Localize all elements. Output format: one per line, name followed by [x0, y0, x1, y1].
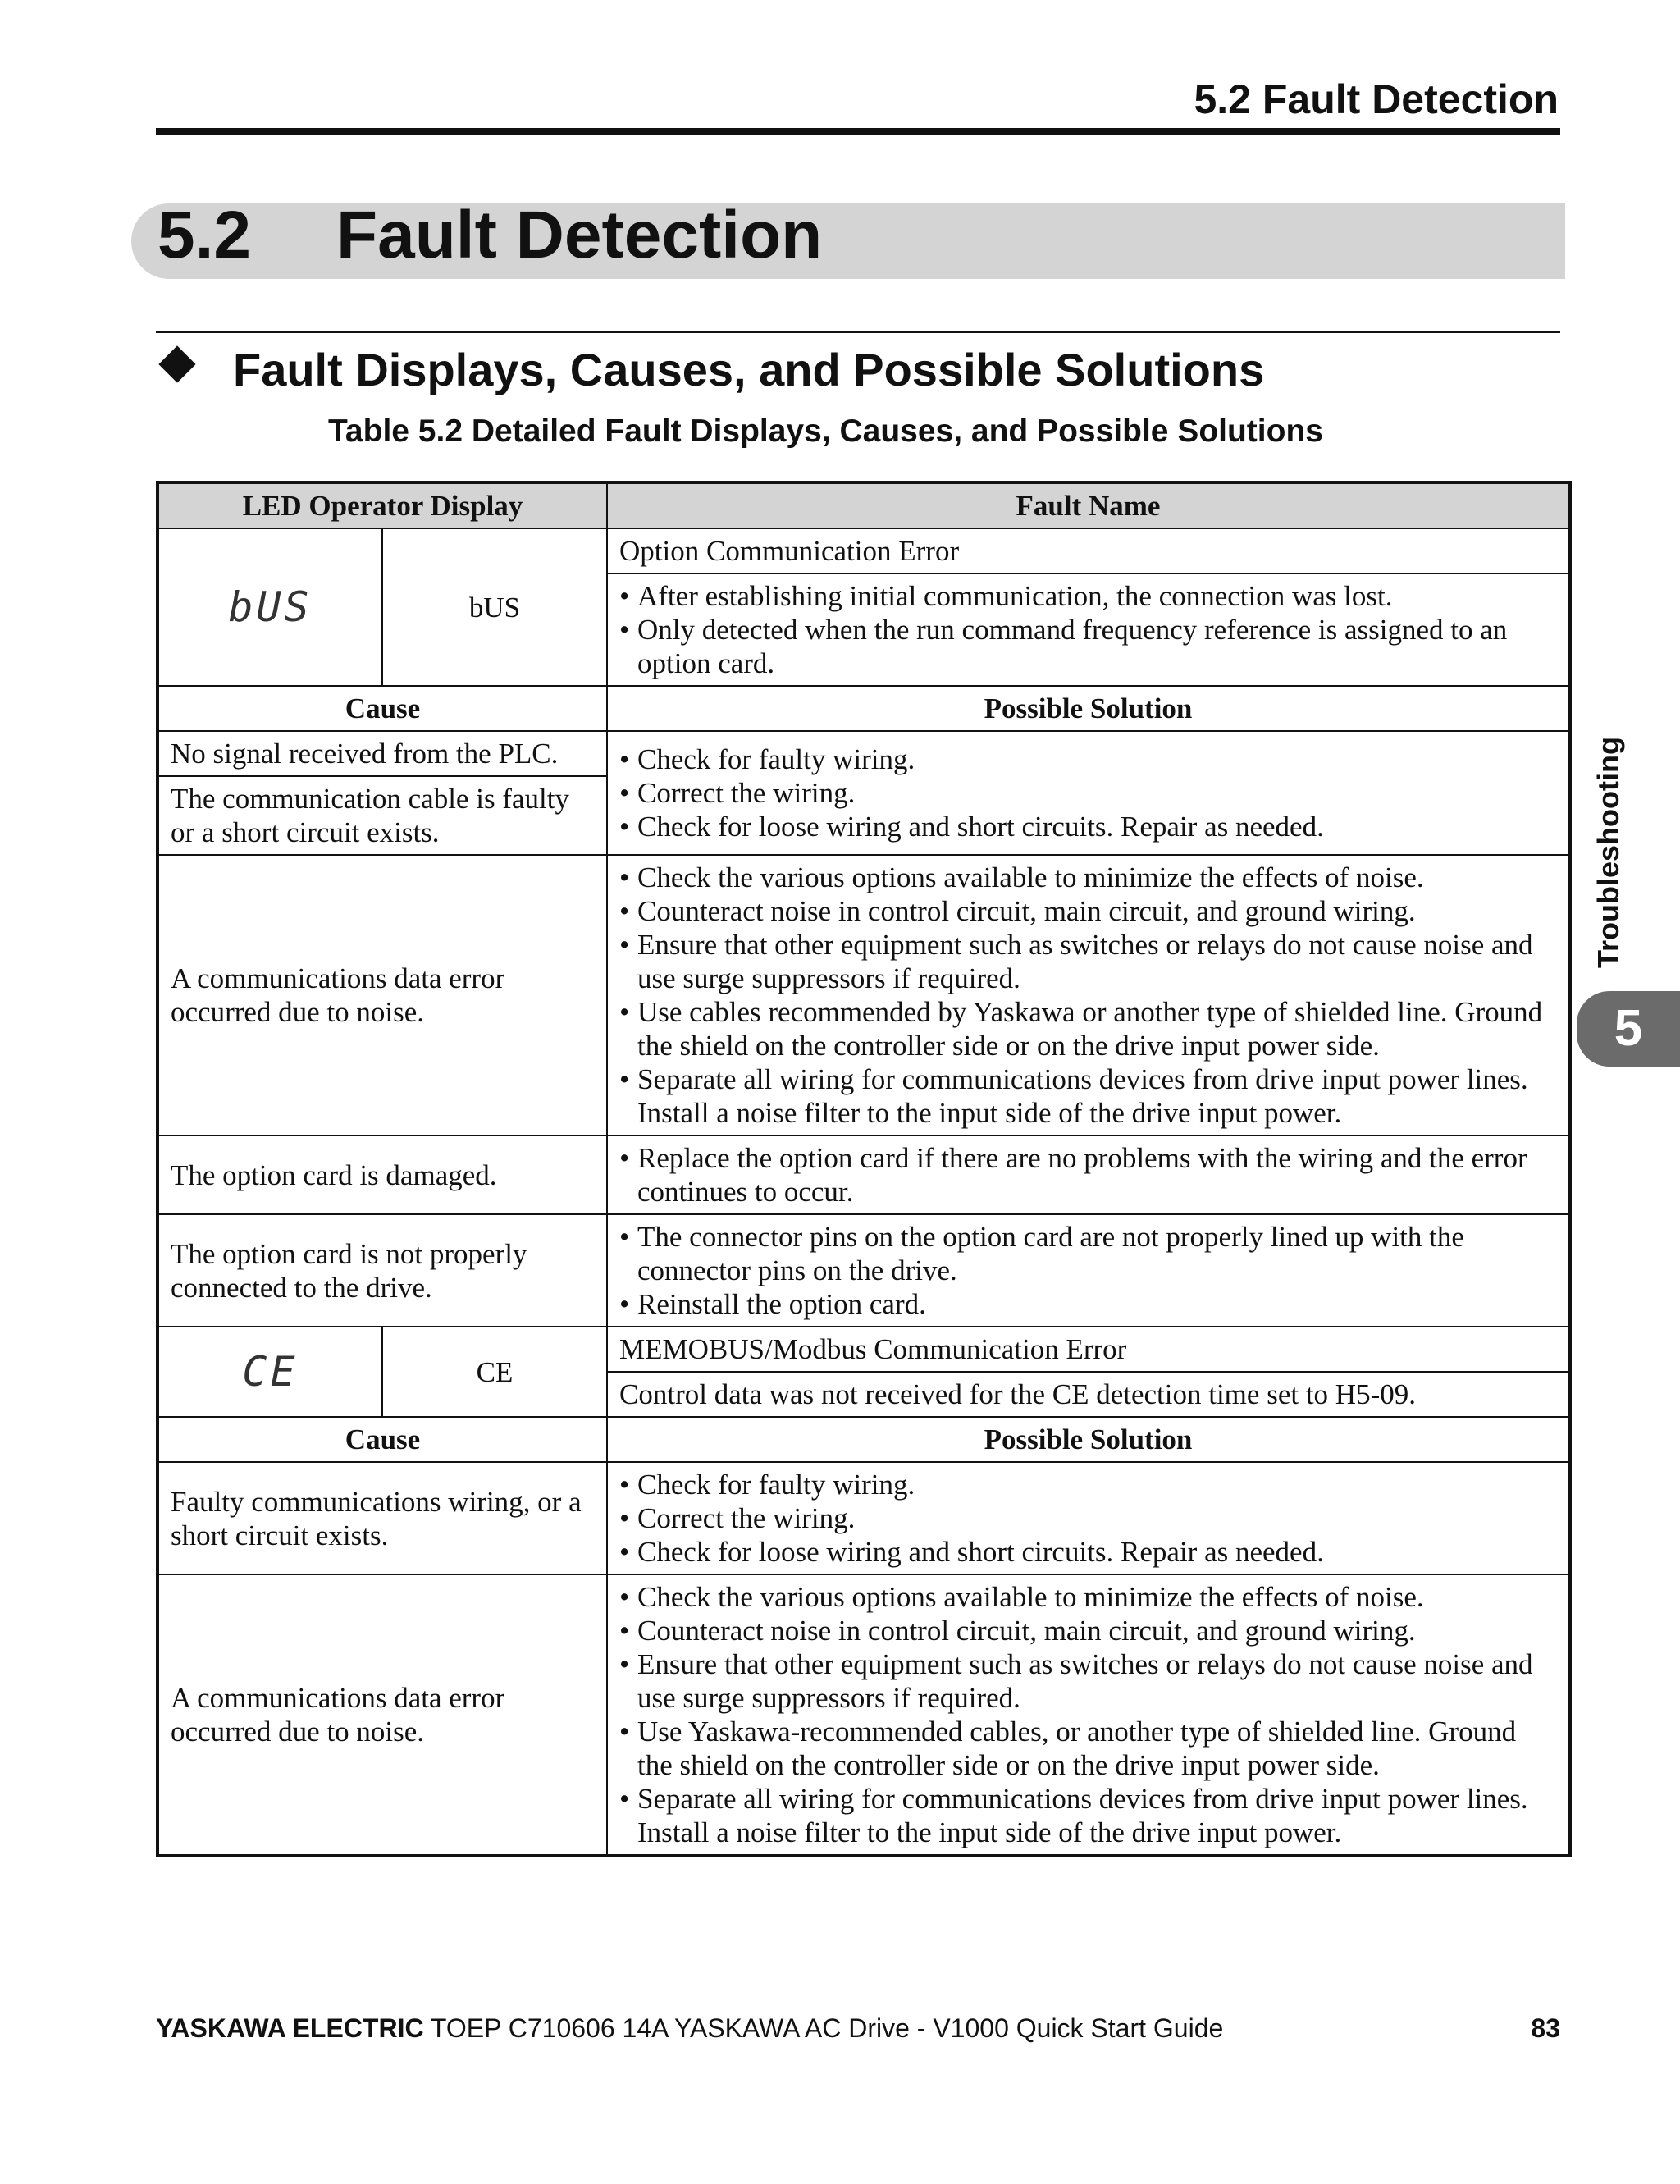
header-fault-name: Fault Name — [607, 482, 1570, 528]
cause-header-row — [158, 686, 1570, 731]
list-item: • Correct the wiring. — [619, 776, 1557, 810]
header-possible-solution: Possible Solution — [607, 686, 1570, 731]
list-item: • Check for loose wiring and short circuits. Repair as needed. — [619, 1535, 1557, 1569]
fault-description-bus — [607, 573, 1570, 686]
led-glyph-bus: bUS — [158, 528, 382, 686]
fault-table — [156, 481, 1572, 1857]
list-item: • Check for faulty wiring. — [619, 1468, 1557, 1501]
fault-name-bus: Option Communication Error — [607, 528, 1570, 573]
list-item: • Reinstall the option card. — [619, 1287, 1557, 1321]
chapter-tab: 5 — [1577, 991, 1680, 1067]
fault-name-ce: MEMOBUS/Modbus Communication Error — [607, 1327, 1570, 1372]
header-led-display: LED Operator Display — [158, 482, 607, 528]
cause-cell: The option card is not properly connected to the drive. — [158, 1214, 607, 1327]
running-header: 5.2 Fault Detection — [1194, 76, 1559, 122]
list-item: • Ensure that other equipment such as switches or relays do not cause noise and use surge suppressors if required. — [619, 928, 1557, 995]
table-row — [158, 855, 1570, 1135]
list-item: • Only detected when the run command frequency reference is assigned to an option card. — [619, 613, 1557, 680]
section-number: 5.2 — [158, 198, 251, 272]
footer-brand: YASKAWA ELECTRIC — [156, 2013, 424, 2043]
list-item: • The connector pins on the option card are not properly lined up with the connector pins on the drive. — [619, 1220, 1557, 1287]
list-item: • Check the various options available to minimize the effects of noise. — [619, 1580, 1557, 1614]
list-item: • Separate all wiring for communications devices from drive input power lines. Install a noise filter to the input side of the drive input power. — [619, 1782, 1557, 1849]
subsection-rule — [156, 331, 1560, 333]
table-row — [158, 1574, 1570, 1856]
table-caption: Table 5.2 Detailed Fault Displays, Causes, and Possible Solutions — [328, 413, 1323, 449]
list-item: • Counteract noise in control circuit, main circuit, and ground wiring. — [619, 894, 1557, 928]
led-glyph-ce: CE — [158, 1327, 382, 1417]
cause-cell: The option card is damaged. — [158, 1135, 607, 1214]
table-row — [158, 1462, 1570, 1574]
table-header-row — [158, 482, 1570, 528]
footer-doc-title: TOEP C710606 14A YASKAWA AC Drive - V1000 Quick Start Guide — [430, 2013, 1224, 2043]
page-number: 83 — [1531, 2013, 1560, 2043]
header-rule — [156, 128, 1560, 135]
cause-cell: A communications data error occurred due to noise. — [158, 855, 607, 1135]
cause-header-row — [158, 1417, 1570, 1462]
list-item: • Check for loose wiring and short circuits. Repair as needed. — [619, 810, 1557, 843]
subsection-title: Fault Displays, Causes, and Possible Solutions — [233, 344, 1265, 395]
table-row — [158, 1135, 1570, 1214]
header-possible-solution: Possible Solution — [607, 1417, 1570, 1462]
table-row — [158, 1214, 1570, 1327]
cause-cell: The communication cable is faulty or a short circuit exists. — [158, 776, 607, 855]
list-item: • Check the various options available to minimize the effects of noise. — [619, 861, 1557, 894]
diamond-bullet-icon — [158, 345, 195, 382]
side-tab-label: Troubleshooting — [1591, 737, 1625, 968]
header-cause: Cause — [158, 686, 607, 731]
list-item: • Correct the wiring. — [619, 1501, 1557, 1535]
solution-cell — [607, 1574, 1570, 1856]
solution-cell — [607, 731, 1570, 855]
list-item: • Separate all wiring for communications devices from drive input power lines. Install a noise filter to the input side of the drive input power. — [619, 1062, 1557, 1130]
fault-description-ce: Control data was not received for the CE detection time set to H5-09. — [607, 1372, 1570, 1417]
solution-cell — [607, 855, 1570, 1135]
list-item: • Check for faulty wiring. — [619, 742, 1557, 776]
solution-cell — [607, 1462, 1570, 1574]
fault-code-bus: bUS — [382, 528, 607, 686]
list-item: • Replace the option card if there are no problems with the wiring and the error continues to occur. — [619, 1141, 1557, 1209]
list-item: • Ensure that other equipment such as switches or relays do not cause noise and use surge suppressors if required. — [619, 1647, 1557, 1715]
header-cause: Cause — [158, 1417, 607, 1462]
section-title: Fault Detection — [336, 198, 823, 272]
fault-row-bus — [158, 528, 1570, 573]
solution-cell — [607, 1214, 1570, 1327]
fault-row-ce — [158, 1327, 1570, 1372]
fault-code-ce: CE — [382, 1327, 607, 1417]
footer — [156, 2013, 1223, 2044]
list-item: • Counteract noise in control circuit, main circuit, and ground wiring. — [619, 1614, 1557, 1647]
solution-cell — [607, 1135, 1570, 1214]
table-row — [158, 731, 1570, 776]
list-item: • Use Yaskawa-recommended cables, or another type of shielded line. Ground the shield on the controller side or on the drive input power side. — [619, 1715, 1557, 1782]
list-item: • Use cables recommended by Yaskawa or another type of shielded line. Ground the shield on the controller side or on the drive input power side. — [619, 995, 1557, 1062]
cause-cell: No signal received from the PLC. — [158, 731, 607, 776]
cause-cell: Faulty communications wiring, or a short circuit exists. — [158, 1462, 607, 1574]
list-item: • After establishing initial communication, the connection was lost. — [619, 579, 1557, 613]
cause-cell: A communications data error occurred due to noise. — [158, 1574, 607, 1856]
